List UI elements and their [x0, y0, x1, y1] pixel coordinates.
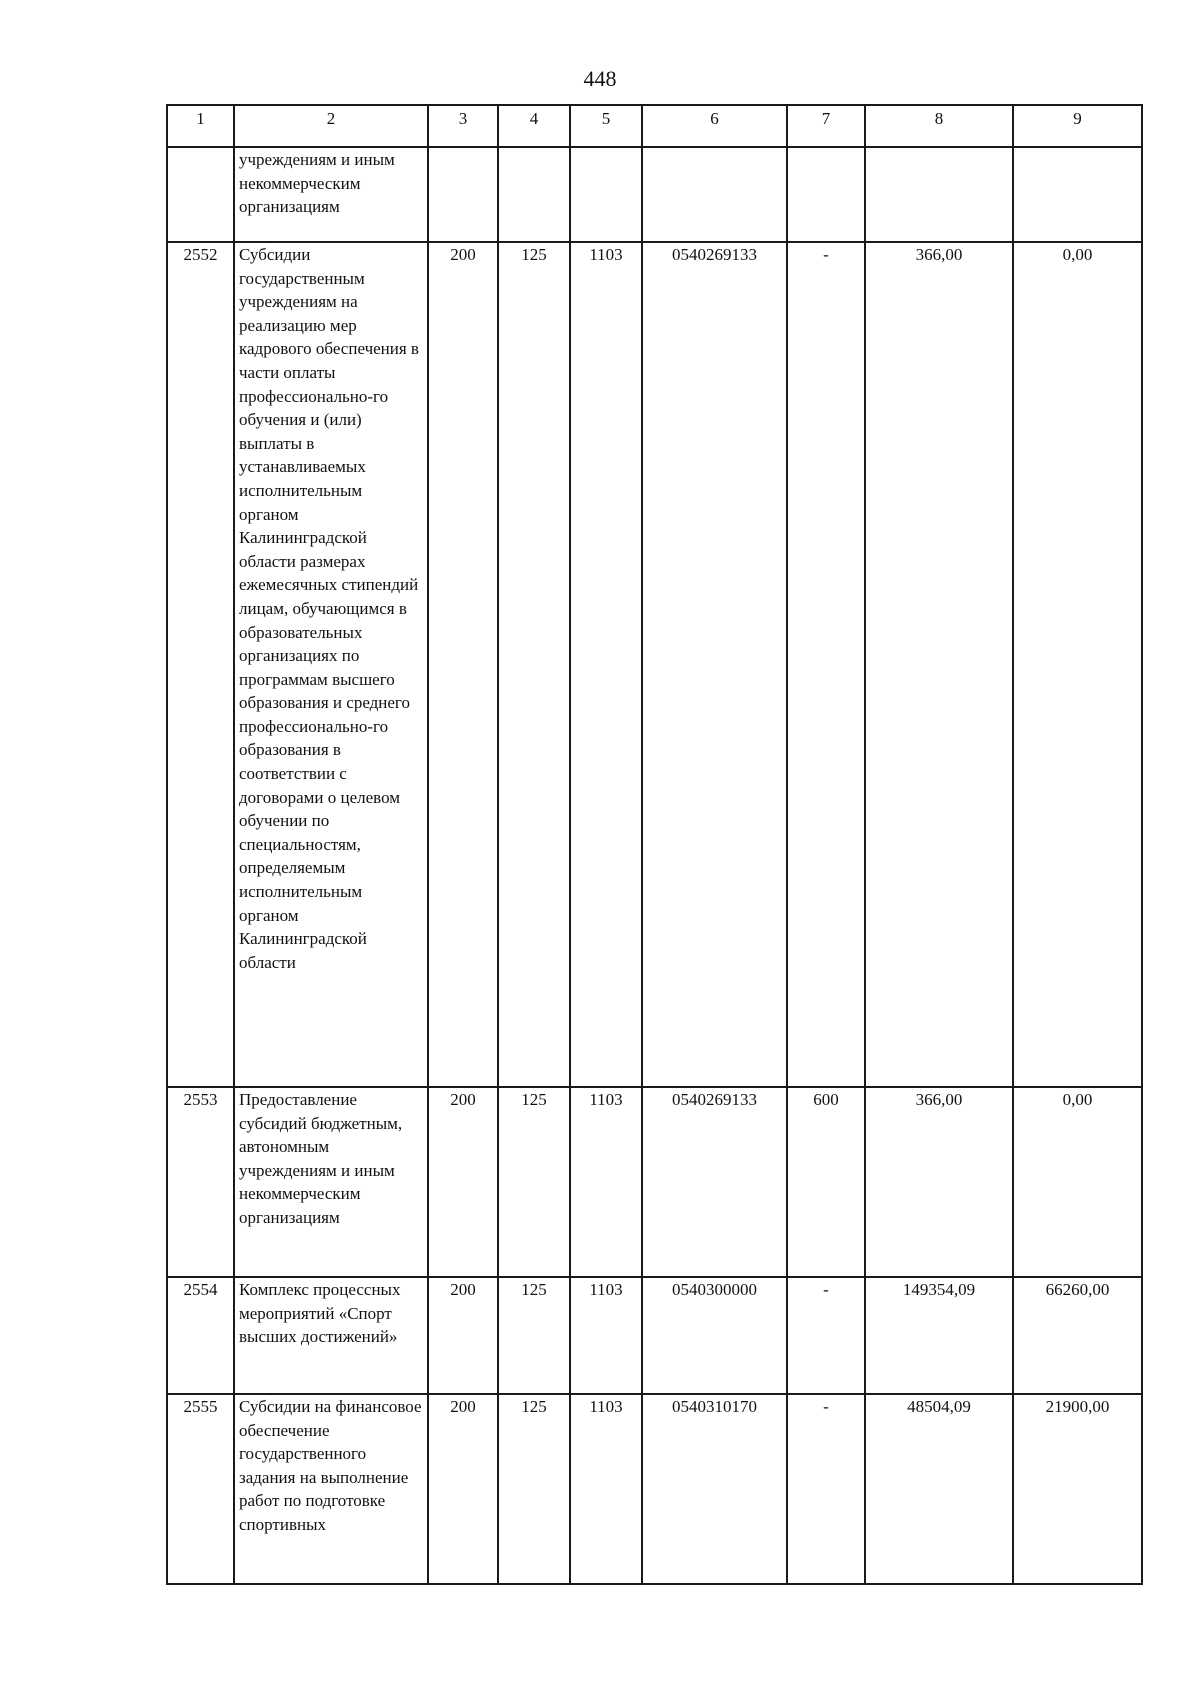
description-cell: Субсидии государственным учреждениям на реализацию мер кадрового обеспечения в части оплаты профессионально-го обучения и (или) выплаты в устанавливаемых исполнительным органом Калининградской области размерах ежемесячных стипендий лицам, обучающимся в образовательных организациях по программам высшего образования и среднего профессионально-го образования в соответствии с договорами о целевом обучении по специальностям, определяемым исполнительным органом Калининградской области — [234, 242, 428, 1087]
col4-cell: 125 — [498, 242, 570, 1087]
description-cell: Предоставление субсидий бюджетным, автономным учреждениям и иным некоммерческим организациям — [234, 1087, 428, 1277]
row-number-cell: 2553 — [167, 1087, 234, 1277]
page-number: 448 — [583, 66, 617, 91]
col5-cell: 1103 — [570, 1087, 642, 1277]
header-cell-2: 2 — [234, 105, 428, 147]
table-row — [167, 1277, 1142, 1394]
col5-cell: 1103 — [570, 242, 642, 1087]
row-number-cell: 2552 — [167, 242, 234, 1087]
col4-cell: 125 — [498, 1087, 570, 1277]
header-cell-6: 6 — [642, 105, 787, 147]
header-cell-1: 1 — [167, 105, 234, 147]
col9-cell: 0,00 — [1013, 1087, 1142, 1277]
col6-cell: 0540300000 — [642, 1277, 787, 1394]
col3-cell: 200 — [428, 1394, 498, 1584]
col4-cell: 125 — [498, 1394, 570, 1584]
col3-cell: 200 — [428, 242, 498, 1087]
col8-cell: 366,00 — [865, 242, 1013, 1087]
header-cell-4: 4 — [498, 105, 570, 147]
col9-cell: 21900,00 — [1013, 1394, 1142, 1584]
col7-cell: - — [787, 1394, 865, 1584]
header-cell-3: 3 — [428, 105, 498, 147]
header-row — [167, 105, 1142, 147]
col6-cell: 0540269133 — [642, 242, 787, 1087]
col5-cell: 1103 — [570, 1394, 642, 1584]
table-row-continuation — [167, 147, 1142, 242]
description-cell: Комплекс процессных мероприятий «Спорт высших достижений» — [234, 1277, 428, 1394]
table-row — [167, 1394, 1142, 1584]
header-cell-5: 5 — [570, 105, 642, 147]
row-number-cell: 2555 — [167, 1394, 234, 1584]
col5-cell: 1103 — [570, 1277, 642, 1394]
col6-cell: 0540310170 — [642, 1394, 787, 1584]
col3-cell: 200 — [428, 1087, 498, 1277]
table-row — [167, 242, 1142, 1087]
col7-cell: - — [787, 242, 865, 1087]
col9-cell: 66260,00 — [1013, 1277, 1142, 1394]
col8-cell: 149354,09 — [865, 1277, 1013, 1394]
col6-cell: 0540269133 — [642, 1087, 787, 1277]
budget-table — [166, 104, 1143, 1585]
col8-cell: 48504,09 — [865, 1394, 1013, 1584]
col9-cell: 0,00 — [1013, 242, 1142, 1087]
col3-cell: 200 — [428, 1277, 498, 1394]
col7-cell: - — [787, 1277, 865, 1394]
table-row — [167, 1087, 1142, 1277]
col4-cell: 125 — [498, 1277, 570, 1394]
header-cell-9: 9 — [1013, 105, 1142, 147]
description-cell: учреждениям и иным некоммерческим организациям — [234, 147, 428, 242]
col7-cell: 600 — [787, 1087, 865, 1277]
row-number-cell — [167, 147, 234, 242]
row-number-cell: 2554 — [167, 1277, 234, 1394]
header-cell-7: 7 — [787, 105, 865, 147]
description-cell: Субсидии на финансовое обеспечение государственного задания на выполнение работ по подготовке спортивных — [234, 1394, 428, 1584]
col8-cell: 366,00 — [865, 1087, 1013, 1277]
header-cell-8: 8 — [865, 105, 1013, 147]
